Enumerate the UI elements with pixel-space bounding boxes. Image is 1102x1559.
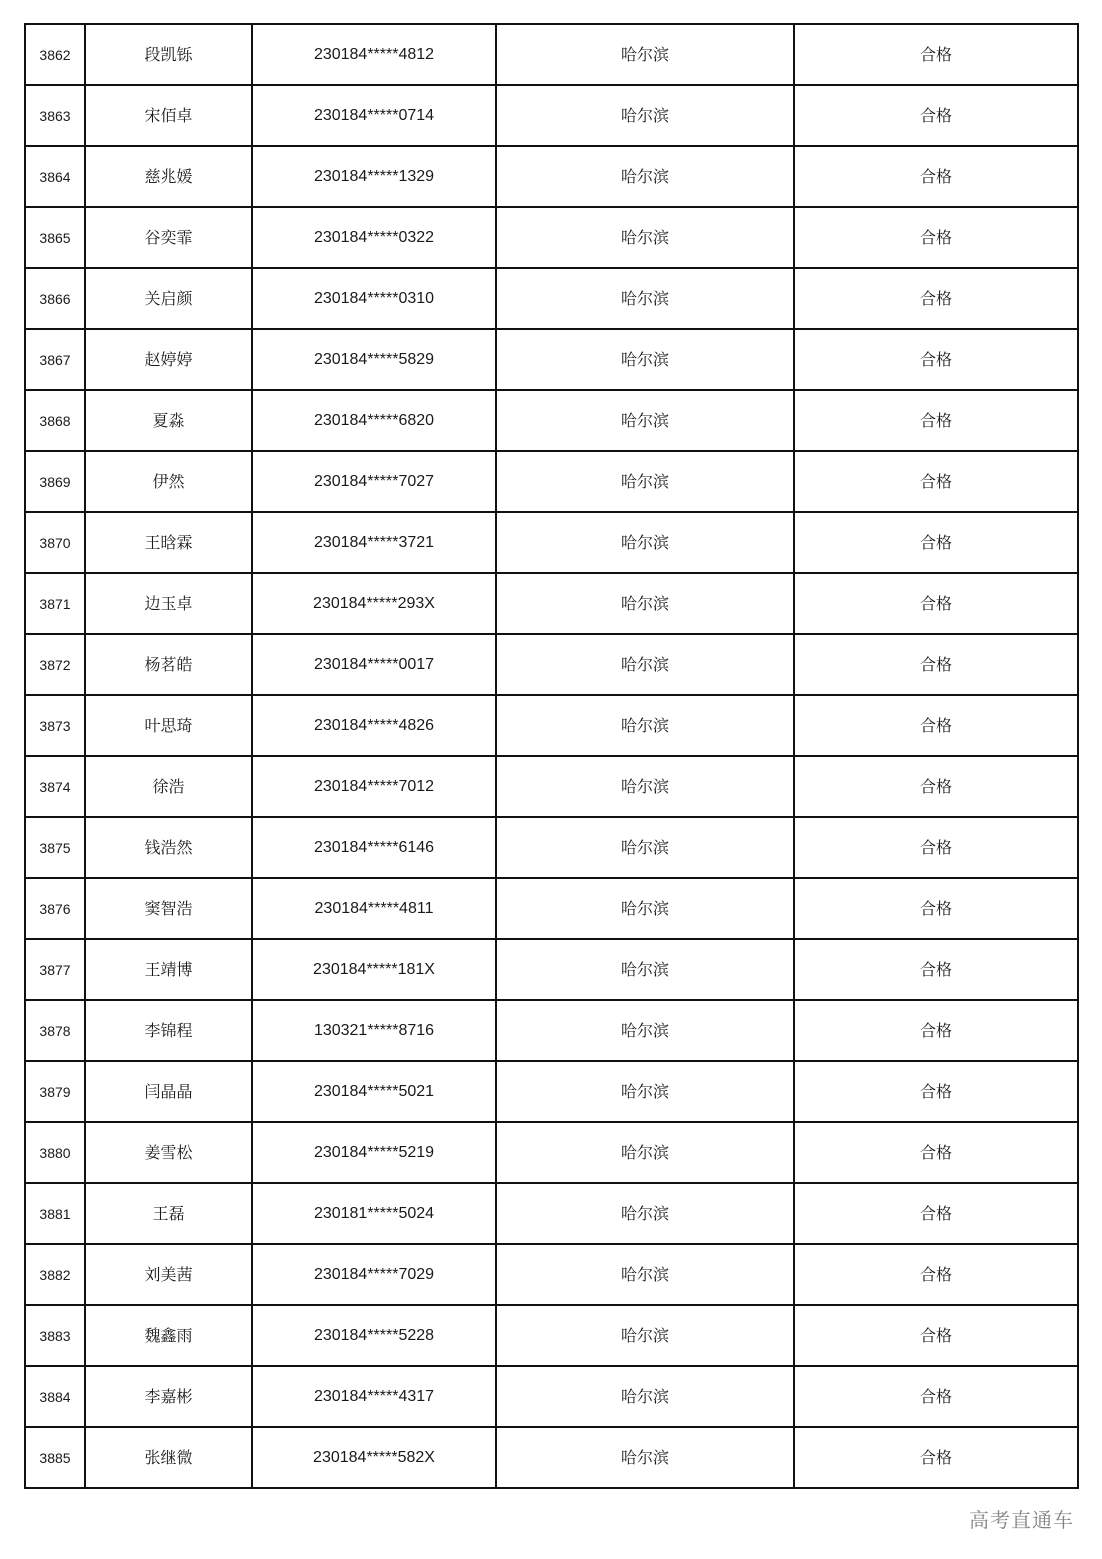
cell-city: 哈尔滨 <box>496 1122 794 1183</box>
cell-city: 哈尔滨 <box>496 207 794 268</box>
cell-name: 李嘉彬 <box>85 1366 252 1427</box>
cell-result: 合格 <box>794 939 1078 1000</box>
cell-number: 3865 <box>25 207 85 268</box>
cell-result: 合格 <box>794 1366 1078 1427</box>
cell-result: 合格 <box>794 146 1078 207</box>
cell-id-number: 130321*****8716 <box>252 1000 496 1061</box>
cell-name: 慈兆媛 <box>85 146 252 207</box>
cell-id-number: 230184*****4826 <box>252 695 496 756</box>
cell-number: 3866 <box>25 268 85 329</box>
cell-city: 哈尔滨 <box>496 24 794 85</box>
cell-id-number: 230181*****5024 <box>252 1183 496 1244</box>
cell-id-number: 230184*****6820 <box>252 390 496 451</box>
cell-id-number: 230184*****293X <box>252 573 496 634</box>
cell-id-number: 230184*****1329 <box>252 146 496 207</box>
roster-table <box>24 23 1079 1489</box>
cell-city: 哈尔滨 <box>496 1061 794 1122</box>
table-row <box>25 268 1078 329</box>
table-row <box>25 329 1078 390</box>
table-row <box>25 24 1078 85</box>
cell-result: 合格 <box>794 1122 1078 1183</box>
cell-id-number: 230184*****4811 <box>252 878 496 939</box>
cell-id-number: 230184*****4812 <box>252 24 496 85</box>
cell-result: 合格 <box>794 512 1078 573</box>
cell-number: 3881 <box>25 1183 85 1244</box>
cell-city: 哈尔滨 <box>496 1366 794 1427</box>
cell-result: 合格 <box>794 1183 1078 1244</box>
cell-result: 合格 <box>794 268 1078 329</box>
table-row <box>25 512 1078 573</box>
table-row <box>25 756 1078 817</box>
cell-result: 合格 <box>794 695 1078 756</box>
table-row <box>25 146 1078 207</box>
cell-number: 3867 <box>25 329 85 390</box>
table-row <box>25 1366 1078 1427</box>
cell-id-number: 230184*****5021 <box>252 1061 496 1122</box>
cell-id-number: 230184*****7027 <box>252 451 496 512</box>
cell-result: 合格 <box>794 878 1078 939</box>
cell-number: 3879 <box>25 1061 85 1122</box>
cell-id-number: 230184*****4317 <box>252 1366 496 1427</box>
cell-city: 哈尔滨 <box>496 756 794 817</box>
table-row <box>25 634 1078 695</box>
cell-name: 赵婷婷 <box>85 329 252 390</box>
cell-city: 哈尔滨 <box>496 817 794 878</box>
cell-name: 王晗霖 <box>85 512 252 573</box>
cell-number: 3875 <box>25 817 85 878</box>
cell-number: 3871 <box>25 573 85 634</box>
table-row <box>25 817 1078 878</box>
cell-city: 哈尔滨 <box>496 695 794 756</box>
cell-city: 哈尔滨 <box>496 573 794 634</box>
cell-number: 3880 <box>25 1122 85 1183</box>
watermark-text: 高考直通车 <box>969 1508 1074 1532</box>
cell-result: 合格 <box>794 451 1078 512</box>
cell-name: 闫晶晶 <box>85 1061 252 1122</box>
cell-result: 合格 <box>794 1000 1078 1061</box>
cell-city: 哈尔滨 <box>496 146 794 207</box>
table-row <box>25 695 1078 756</box>
cell-result: 合格 <box>794 1061 1078 1122</box>
cell-name: 王靖博 <box>85 939 252 1000</box>
cell-number: 3873 <box>25 695 85 756</box>
cell-number: 3882 <box>25 1244 85 1305</box>
cell-name: 钱浩然 <box>85 817 252 878</box>
cell-name: 魏鑫雨 <box>85 1305 252 1366</box>
cell-result: 合格 <box>794 85 1078 146</box>
cell-id-number: 230184*****7029 <box>252 1244 496 1305</box>
cell-city: 哈尔滨 <box>496 85 794 146</box>
cell-name: 杨茗皓 <box>85 634 252 695</box>
cell-city: 哈尔滨 <box>496 1000 794 1061</box>
cell-result: 合格 <box>794 207 1078 268</box>
cell-city: 哈尔滨 <box>496 390 794 451</box>
cell-city: 哈尔滨 <box>496 878 794 939</box>
roster-body <box>25 24 1078 1488</box>
cell-result: 合格 <box>794 24 1078 85</box>
cell-id-number: 230184*****0017 <box>252 634 496 695</box>
table-row <box>25 1244 1078 1305</box>
cell-number: 3864 <box>25 146 85 207</box>
cell-number: 3885 <box>25 1427 85 1488</box>
cell-id-number: 230184*****0310 <box>252 268 496 329</box>
cell-name: 张继微 <box>85 1427 252 1488</box>
cell-name: 李锦程 <box>85 1000 252 1061</box>
cell-result: 合格 <box>794 1244 1078 1305</box>
cell-name: 谷奕霏 <box>85 207 252 268</box>
table-row <box>25 1183 1078 1244</box>
cell-result: 合格 <box>794 756 1078 817</box>
cell-name: 刘美茜 <box>85 1244 252 1305</box>
cell-name: 徐浩 <box>85 756 252 817</box>
cell-name: 关启颜 <box>85 268 252 329</box>
cell-id-number: 230184*****7012 <box>252 756 496 817</box>
cell-id-number: 230184*****582X <box>252 1427 496 1488</box>
cell-city: 哈尔滨 <box>496 329 794 390</box>
cell-number: 3877 <box>25 939 85 1000</box>
cell-id-number: 230184*****5228 <box>252 1305 496 1366</box>
cell-city: 哈尔滨 <box>496 634 794 695</box>
cell-result: 合格 <box>794 573 1078 634</box>
cell-name: 窦智浩 <box>85 878 252 939</box>
cell-name: 段凯铄 <box>85 24 252 85</box>
cell-city: 哈尔滨 <box>496 268 794 329</box>
cell-id-number: 230184*****0322 <box>252 207 496 268</box>
table-row <box>25 207 1078 268</box>
table-row <box>25 573 1078 634</box>
table-row <box>25 1000 1078 1061</box>
cell-id-number: 230184*****0714 <box>252 85 496 146</box>
cell-number: 3863 <box>25 85 85 146</box>
cell-city: 哈尔滨 <box>496 1244 794 1305</box>
cell-name: 夏淼 <box>85 390 252 451</box>
table-row <box>25 878 1078 939</box>
cell-number: 3878 <box>25 1000 85 1061</box>
cell-number: 3883 <box>25 1305 85 1366</box>
cell-id-number: 230184*****6146 <box>252 817 496 878</box>
cell-result: 合格 <box>794 1305 1078 1366</box>
cell-name: 边玉卓 <box>85 573 252 634</box>
cell-city: 哈尔滨 <box>496 512 794 573</box>
cell-number: 3869 <box>25 451 85 512</box>
cell-result: 合格 <box>794 329 1078 390</box>
cell-result: 合格 <box>794 390 1078 451</box>
cell-number: 3868 <box>25 390 85 451</box>
cell-city: 哈尔滨 <box>496 1427 794 1488</box>
cell-number: 3870 <box>25 512 85 573</box>
cell-number: 3872 <box>25 634 85 695</box>
table-row <box>25 939 1078 1000</box>
cell-number: 3884 <box>25 1366 85 1427</box>
cell-name: 伊然 <box>85 451 252 512</box>
cell-result: 合格 <box>794 817 1078 878</box>
cell-name: 叶思琦 <box>85 695 252 756</box>
cell-id-number: 230184*****5219 <box>252 1122 496 1183</box>
table-row <box>25 1427 1078 1488</box>
cell-number: 3862 <box>25 24 85 85</box>
table-row <box>25 390 1078 451</box>
table-row <box>25 1122 1078 1183</box>
cell-city: 哈尔滨 <box>496 1183 794 1244</box>
table-row <box>25 1305 1078 1366</box>
table-row <box>25 85 1078 146</box>
cell-city: 哈尔滨 <box>496 939 794 1000</box>
cell-name: 姜雪松 <box>85 1122 252 1183</box>
table-row <box>25 451 1078 512</box>
cell-result: 合格 <box>794 634 1078 695</box>
cell-name: 宋佰卓 <box>85 85 252 146</box>
cell-number: 3874 <box>25 756 85 817</box>
table-row <box>25 1061 1078 1122</box>
cell-id-number: 230184*****181X <box>252 939 496 1000</box>
cell-number: 3876 <box>25 878 85 939</box>
cell-result: 合格 <box>794 1427 1078 1488</box>
cell-id-number: 230184*****3721 <box>252 512 496 573</box>
cell-id-number: 230184*****5829 <box>252 329 496 390</box>
cell-city: 哈尔滨 <box>496 451 794 512</box>
cell-city: 哈尔滨 <box>496 1305 794 1366</box>
cell-name: 王磊 <box>85 1183 252 1244</box>
